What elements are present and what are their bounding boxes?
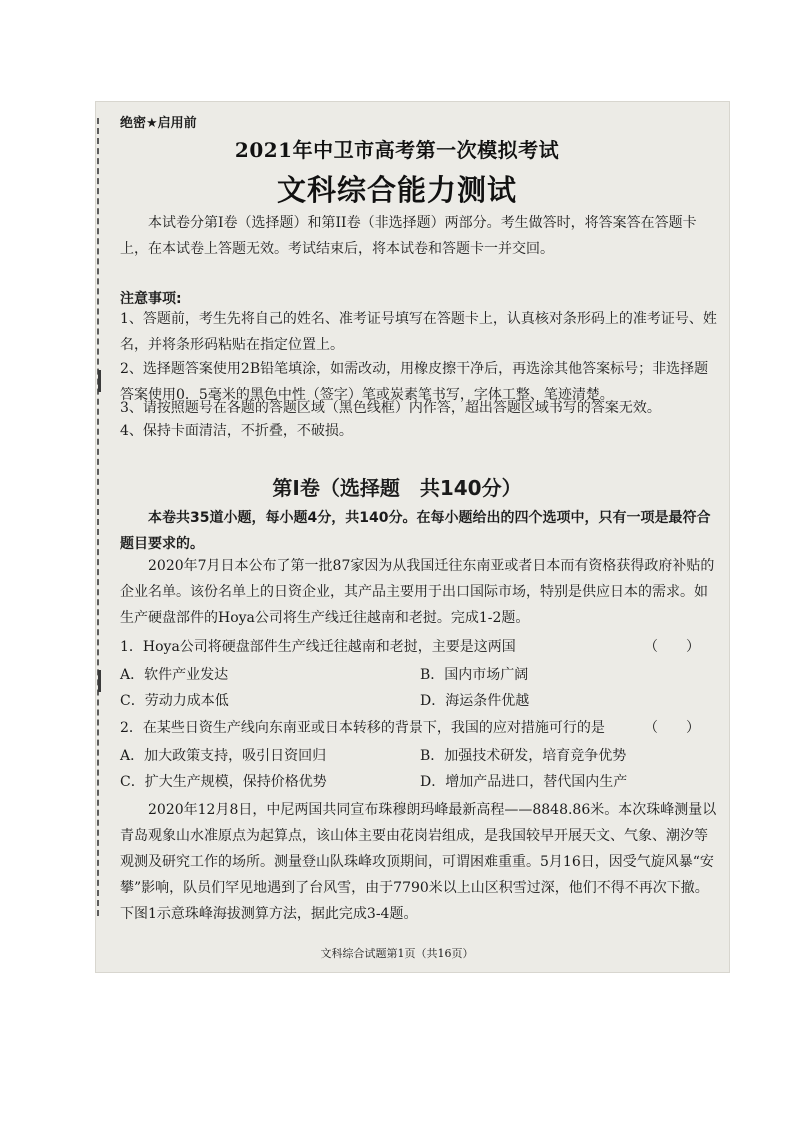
passage-2: 2020年12月8日，中尼两国共同宣布珠穆朗玛峰最新高程——8848.86米。本次珠峰测量以青岛观象山水准原点为起算点，该山体主要由花岗岩组成，是我国较早开展天文、气象、潮汐等观测及研究工作的场所。测量登山队珠峰攻顶期间，可谓困难重重。5月16日，因受气旋风暴“安攀”影响，队员们罕见地遇到了台风雪，由于7790米以上山区积雪过深，他们不得不再次下撤。下图1示意珠峰海拔测算方法，据此完成3-4题。 (120, 802, 717, 922)
exam-title: 2021年中卫市高考第一次模拟考试 (234, 138, 560, 162)
question-1-option-b: B．国内市场广阔 (420, 667, 529, 683)
question-1-option-c: C．劳动力成本低 (120, 693, 229, 709)
section-title: 第I卷（选择题 共140分） (272, 476, 522, 500)
binding-mark (98, 670, 113, 692)
notes-item-4: 4、保持卡面清洁，不折叠，不破损。 (120, 423, 353, 439)
passage-1: 2020年7月日本公布了第一批87家因为从我国迁往东南亚或者日本而有资格获得政府补贴的企业名单。该份名单上的日资企业，其产品主要用于出口国际市场，特别是供应日本的需求。如生产硬盘部件的Hoya公司将生产线迁往越南和老挝。完成1-2题。 (120, 558, 715, 626)
intro-paragraph: 本试卷分第I卷（选择题）和第II卷（非选择题）两部分。考生做答时，将答案答在答题卡上，在本试卷上答题无效。考试结束后，将本试卷和答题卡一并交回。 (120, 215, 697, 257)
question-2-stem: 2．在某些日资生产线向东南亚或日本转移的背景下，我国的应对措施可行的是 (120, 720, 605, 736)
question-1 (120, 636, 720, 656)
notes-item-1: 1、答题前，考生先将自己的姓名、准考证号填写在答题卡上，认真核对条形码上的准考证号、姓名，并将条形码粘贴在指定位置上。 (120, 311, 717, 353)
binding-dashed-line (97, 118, 115, 916)
notes-heading: 注意事项: (120, 291, 182, 307)
notes-item-2: 2、选择题答案使用2B铅笔填涂，如需改动，用橡皮擦干净后，再选涂其他答案标号；非选择题答案使用0．5毫米的黑色中性（签字）笔或炭素笔书写，字体工整、笔迹清楚。 (120, 361, 709, 403)
binding-mark (98, 370, 113, 392)
question-2-option-d: D．增加产品进口，替代国内生产 (420, 774, 628, 790)
question-2 (120, 717, 720, 737)
exam-subject-title: 文科综合能力测试 (276, 173, 517, 207)
question-1-stem: 1．Hoya公司将硬盘部件生产线迁往越南和老挝，主要是这两国 (120, 639, 516, 655)
question-1-answer-paren: （ ） (644, 639, 700, 655)
question-2-option-a: A．加大政策支持，吸引日资回归 (120, 748, 327, 764)
question-1-option-a: A．软件产业发达 (120, 667, 229, 683)
question-2-option-c: C．扩大生产规模，保持价格优势 (120, 774, 327, 790)
section-instructions: 本卷共35道小题，每小题4分，共140分。在每小题给出的四个选项中，只有一项是最符合题目要求的。 (120, 510, 711, 552)
question-2-option-b: B．加强技术研发，培育竞争优势 (420, 748, 627, 764)
question-2-answer-paren: （ ） (644, 720, 700, 736)
secret-label: 绝密★启用前 (120, 116, 197, 131)
notes-item-3: 3、请按照题号在各题的答题区域（黑色线框）内作答，超出答题区域书写的答案无效。 (120, 400, 661, 416)
page-footer: 文科综合试题第1页（共16页） (320, 947, 474, 960)
question-1-option-d: D．海运条件优越 (420, 693, 530, 709)
